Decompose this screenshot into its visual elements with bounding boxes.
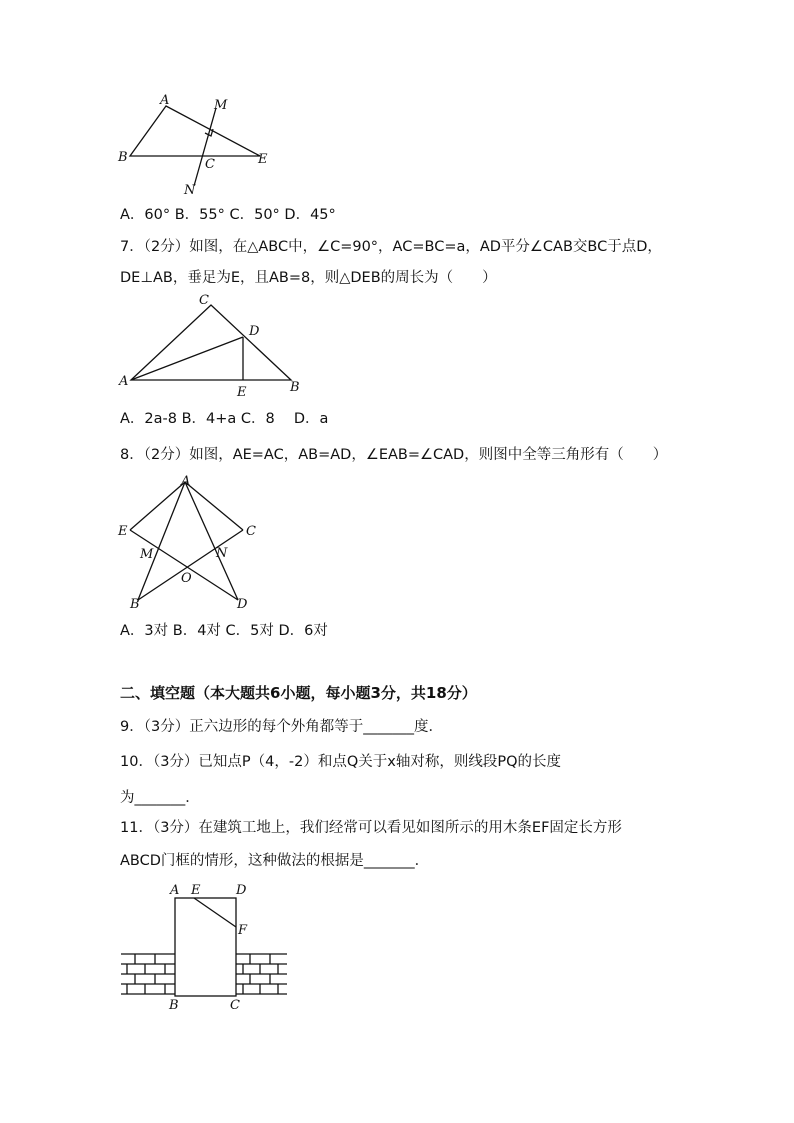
q8-segment-ae [130,482,185,530]
q7-triangle-abc [131,305,291,380]
q8-options: A．3对 B．4对 C．5对 D．6对 [120,623,328,639]
q6-label-c: C [205,157,215,172]
q8-figure [110,470,270,615]
q8-segment-ac [185,482,243,530]
q8-label-n: N [216,546,228,561]
q11-text-line1: 11．（3分）在建筑工地上，我们经常可以看见如图所示的用木条EF固定长方形 [120,820,622,836]
q8-label-d: D [237,597,248,612]
q8-text-line1: 8．（2分）如图，AE=AC，AB=AD，∠EAB=∠CAD，则图中全等三角形有（ ） [120,447,668,463]
q11-label-c: C [230,998,240,1013]
section2-title: 二、填空题（本大题共6小题，每小题3分，共18分） [120,684,477,702]
q8-label-a: A [181,474,191,489]
q11-label-a: A [170,883,180,898]
q7-text-line2: DE⊥AB，垂足为E，且AB=8，则△DEB的周长为（ ） [120,270,497,286]
q7-label-c: C [199,293,209,308]
q11-brick-wall-right [236,954,287,994]
q7-label-d: D [249,324,260,339]
q11-label-f: F [238,923,248,938]
q6-label-m: M [214,98,228,113]
q8-label-o: O [181,571,192,586]
q11-brick-wall-left [121,954,175,994]
q8-label-c: C [246,524,256,539]
q6-figure [110,90,290,200]
q7-label-e: E [237,385,247,400]
q8-label-m: M [140,547,154,562]
q10-text-line2: 为_______． [120,790,200,806]
q7-figure [110,290,320,405]
q11-door-frame [175,898,236,996]
q7-label-b: B [290,380,300,395]
q7-text-line1: 7．（2分）如图，在△ABC中，∠C=90°，AC=BC=a，AD平分∠CAB交BC于点D， [120,239,662,255]
q11-label-d: D [236,883,247,898]
q7-label-a: A [119,374,129,389]
q11-label-b: B [169,998,179,1013]
q11-text-line2: ABCD门框的情形，这种做法的根据是_______． [120,853,430,869]
q10-text-line1: 10．（3分）已知点P（4，-2）和点Q关于x轴对称，则线段PQ的长度 [120,754,562,770]
q8-label-b: B [130,597,140,612]
q6-label-n: N [184,183,196,198]
q7-segment-ad [131,337,243,380]
q8-label-e: E [118,524,128,539]
q6-line-mn [194,108,216,186]
q6-label-e: E [258,152,268,167]
q8-segment-ab [138,482,185,600]
q7-options: A．2a-8 B．4+a C．8 D．a [120,411,329,427]
q6-label-a: A [160,93,170,108]
q8-segment-cb [138,530,243,600]
q11-label-e: E [191,883,201,898]
q6-triangle [130,106,260,156]
q11-figure [115,878,295,1018]
q6-options: A．60° B．55° C．50° D．45° [120,207,336,223]
q9-text-line1: 9．（3分）正六边形的每个外角都等于_______度． [120,719,443,735]
q6-label-b: B [118,150,128,165]
